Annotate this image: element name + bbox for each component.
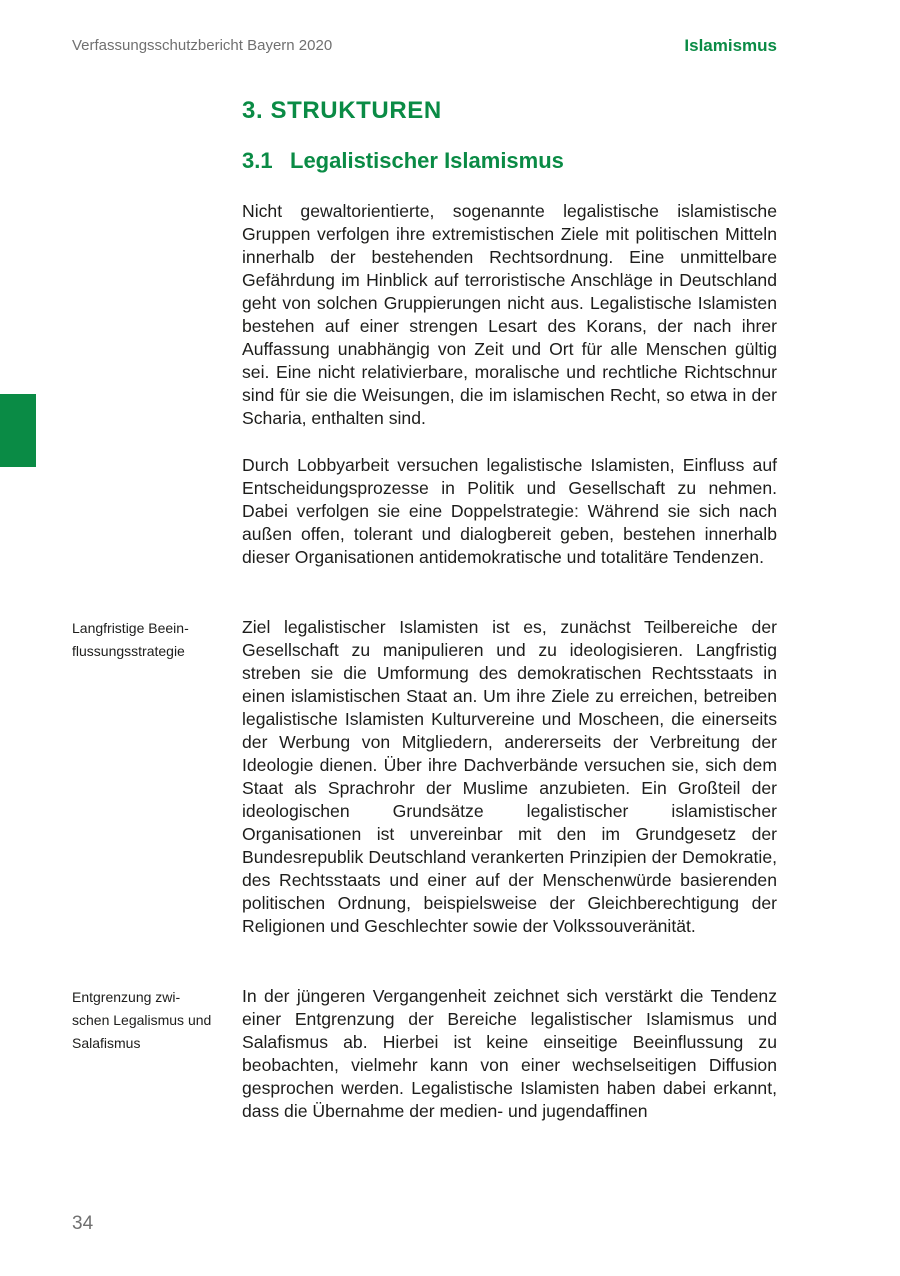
paragraph-4: In der jüngeren Vergangenheit zeichnet sich verstärkt die Tendenz einer Entgrenzung der Bereiche legalistischer Islamismus und Salafismus ab. Hierbei ist keine einseitige Beeinflussung zu beobachten, vielmehr kann von einer wechselseitigen Diffusion gesprochen werden. Legalistische Islamisten haben dabei erkannt, dass die Übernahme der medien- und jugendaffinen [242, 986, 777, 1121]
chapter-heading: 3. STRUKTUREN [242, 97, 442, 124]
section-title: Legalistischer Islamismus [290, 148, 564, 173]
paragraph-2: Durch Lobbyarbeit versuchen legalistische Islamisten, Einfluss auf Entscheidungsprozesse in Politik und Gesellschaft zu nehmen. Dabei verfolgen sie eine Doppelstrategie: Während sie sich nach außen offen, tolerant und dialogbereit geben, bestehen innerhalb dieser Organisationen antidemokratische und totalitäre Tendenzen. [242, 455, 777, 567]
section-number: 3.1 [242, 148, 273, 173]
margin-note-strategy: Langfristige Beeinflussungsstrategie [72, 620, 189, 659]
section-tag: Islamismus [684, 36, 777, 55]
paragraph-1: Nicht gewaltorientierte, sogenannte legalistische islamistische Gruppen verfolgen ihre extremistischen Ziele mit politischen Mitteln innerhalb der bestehenden Rechtsordnung. Eine unmittelbare Gefährdung im Hinblick auf terroristische Anschläge in Deutschland geht von solchen Gruppierungen nicht aus. Legalistische Islamisten bestehen auf einer strengen Lesart des Korans, der nach ihrer Auffassung unabhängig von Zeit und Ort für alle Menschen gültig sei. Eine nicht relativierbare, moralische und rechtliche Richtschnur sind für sie die Weisungen, die im islamischen Recht, so etwa in der Scharia, enthalten sind. [242, 201, 777, 428]
chapter-edge-marker [0, 394, 36, 467]
page-number: 34 [72, 1213, 94, 1234]
margin-note-entgrenzung: Entgrenzung zwischen Legalismus und Salafismus [72, 989, 212, 1051]
section-heading [242, 148, 564, 174]
paragraph-3: Ziel legalistischer Islamisten ist es, zunächst Teilbereiche der Gesellschaft zu manipulieren und zu ideologisieren. Langfristig streben sie die Umformung des demokratischen Rechtsstaats in einen islamistischen Staat an. Um ihre Ziele zu erreichen, betreiben legalistische Islamisten Kulturvereine und Moscheen, die einerseits der Werbung von Mitgliedern, andererseits der Verbreitung der Ideologie dienen. Über ihre Dachverbände versuchen sie, sich dem Staat als Sprachrohr der Muslime anzubieten. Ein Großteil der ideologischen Grundsätze legalistischer islamistischer Organisationen ist unvereinbar mit den im Grundgesetz der Bundesrepublik Deutschland verankerten Prinzipien der Demokratie, des Rechtsstaats und einer auf der Menschenwürde basierenden politischen Ordnung, beispielsweise der Gleichberechtigung der Religionen und Geschlechter sowie der Volkssouveränität. [242, 617, 777, 936]
running-header-title: Verfassungsschutzbericht Bayern 2020 [72, 37, 333, 54]
